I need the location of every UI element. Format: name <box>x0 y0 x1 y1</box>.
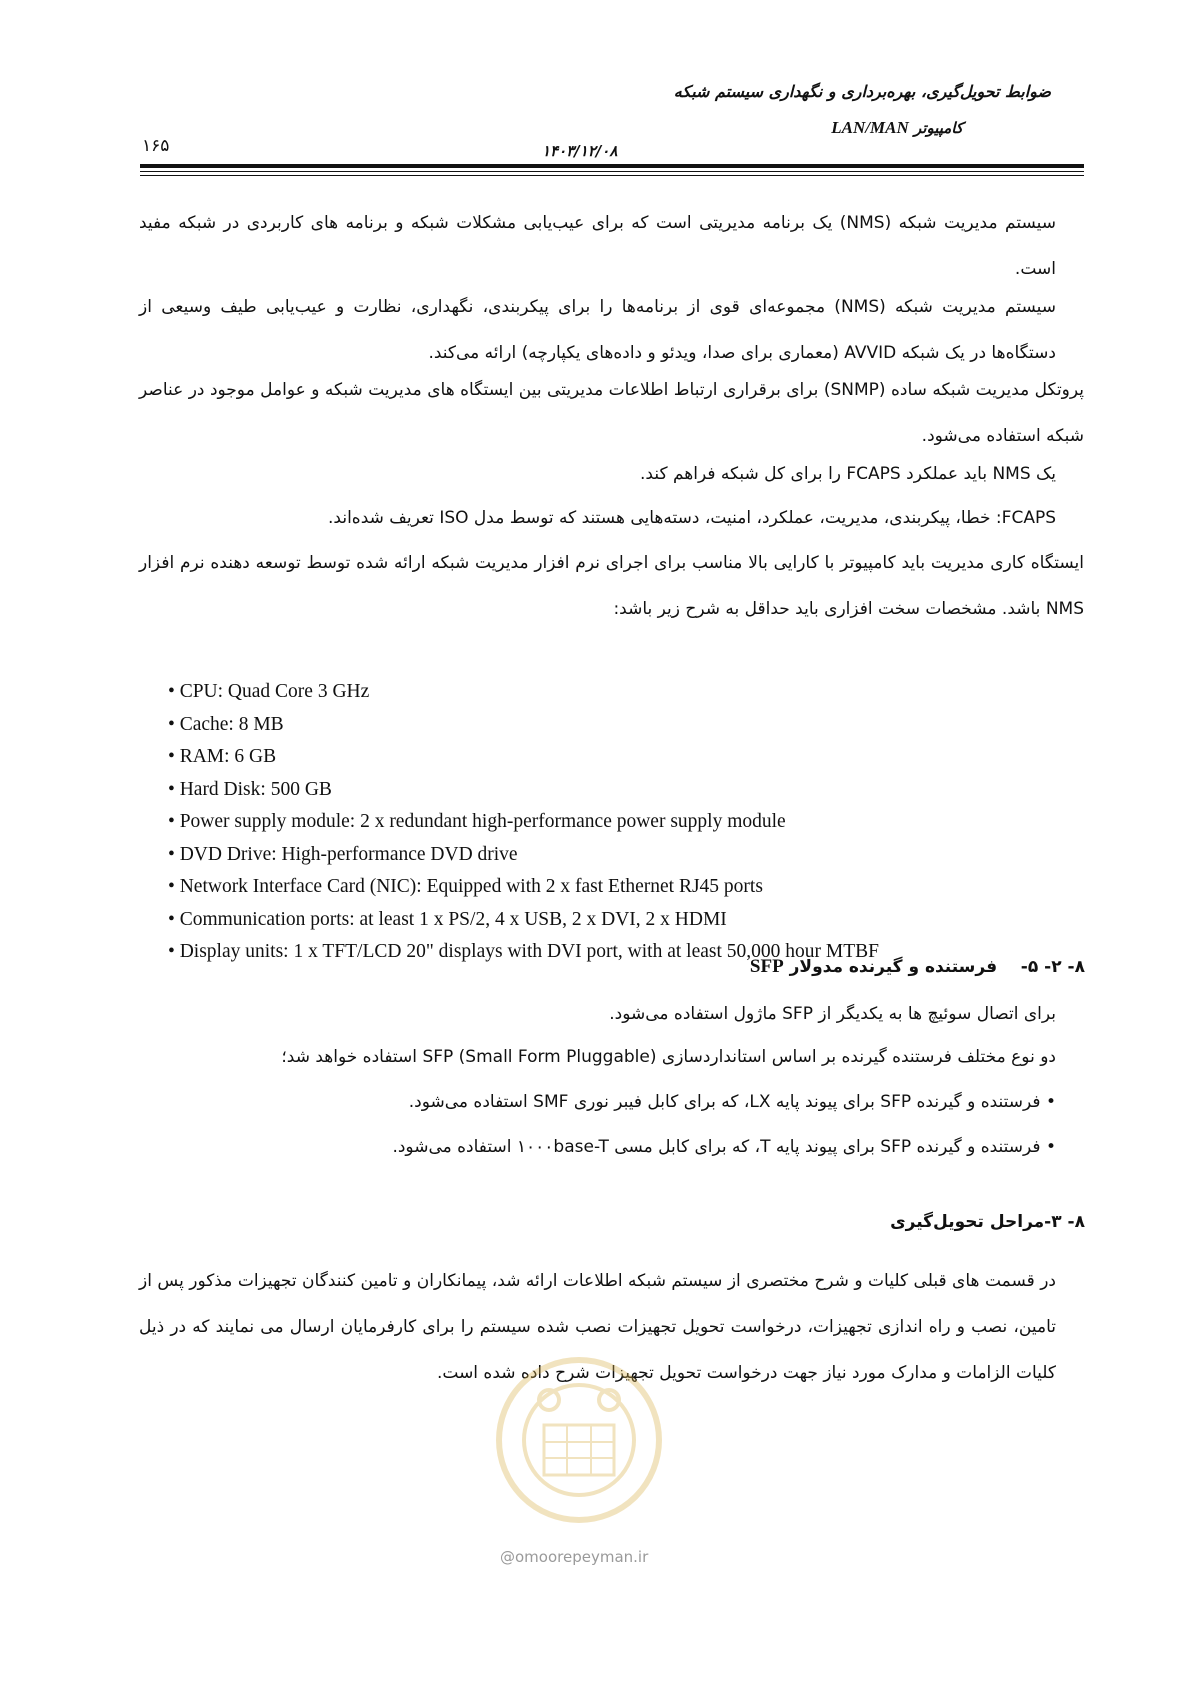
section-heading-delivery: ۸- ۳-مراحل تحویل‌گیری <box>890 1212 1085 1232</box>
spec-item: • Hard Disk: 500 GB <box>168 774 879 807</box>
header-rule-thin-2 <box>140 175 1084 176</box>
bullet-text: فرستنده و گیرنده SFP برای پیوند پایه T، که برای کابل مسی ۱۰۰۰base-T استفاده می‌شود. <box>392 1137 1041 1157</box>
watermark-text: @omoorepeyman.ir <box>500 1548 649 1566</box>
paragraph-fcaps-requirement: یک NMS باید عملکرد FCAPS را برای کل شبکه فراهم کند. <box>640 464 1056 484</box>
section-title-fa: فرستنده و گیرنده مدولار <box>789 957 998 977</box>
spec-item: • Cache: 8 MB <box>168 709 879 742</box>
spec-item: • CPU: Quad Core 3 GHz <box>168 676 879 709</box>
spec-item: • Network Interface Card (NIC): Equipped with 2 x fast Ethernet RJ45 ports <box>168 871 879 904</box>
document-title: ضوابط تحویل‌گیری، بهره‌برداری و نگهداری سیستم شبکه <box>673 82 1051 101</box>
paragraph-workstation: ایستگاه کاری مدیریت باید کامپیوتر با کارایی بالا مناسب برای اجرای نرم افزار مدیریت شبکه ارائه شده توسط توسعه دهنده نرم افزار NMS باشد. مشخصات سخت افزاری باید حداقل به شرح زیر باشد: <box>139 553 1084 619</box>
spec-item: • Communication ports: at least 1 x PS/2, 4 x USB, 2 x DVI, 2 x HDMI <box>168 904 879 937</box>
sfp-line-1: برای اتصال سوئیچ ها به یکدیگر از SFP ماژول استفاده می‌شود. <box>609 1004 1056 1024</box>
subtitle-en: LAN/MAN <box>831 118 909 137</box>
spec-item: • Display units: 1 x TFT/LCD 20" displays with DVI port, with at least 50,000 hour MTBF <box>168 936 879 969</box>
header-rule-thick <box>140 164 1084 168</box>
document-subtitle <box>831 118 963 138</box>
bullet-dot: • <box>1045 1092 1056 1112</box>
spec-item: • Power supply module: 2 x redundant high-performance power supply module <box>168 806 879 839</box>
bullet-dot: • <box>1045 1137 1056 1157</box>
subtitle-fa: کامپیوتر <box>914 119 963 137</box>
bullet-text: فرستنده و گیرنده SFP برای پیوند پایه LX، که برای کابل فیبر نوری SMF استفاده می‌شود. <box>408 1092 1041 1112</box>
document-date: ۱۴۰۳/۱۲/۰۸ <box>542 142 618 160</box>
paragraph-fcaps-definition: FCAPS: خطا، پیکربندی، مدیریت، عملکرد، امنیت، دسته‌هایی هستند که توسط مدل ISO تعریف شده‌اند. <box>328 508 1056 528</box>
sfp-line-2: دو نوع مختلف فرستنده گیرنده بر اساس استانداردسازی (SFP (Small Form Pluggable استفاده خواهد شد؛ <box>281 1047 1056 1067</box>
header-rule-thin <box>140 171 1084 172</box>
sfp-bullet-t <box>392 1137 1056 1157</box>
spec-item: • RAM: 6 GB <box>168 741 879 774</box>
section-number: ۸- ۲- ۵- <box>1020 957 1085 977</box>
section-title-en: SFP <box>749 956 784 977</box>
paragraph-delivery: در قسمت های قبلی کلیات و شرح مختصری از سیستم شبکه اطلاعات ارائه شد، پیمانکاران و تامین کنندگان تجهیزات مذکور پس از تامین، نصب و راه اندازی تجهیزات، درخواست تحویل تجهیزات نصب شده سیستم را برای کارفرمایان ارسال می نمایند که در ذیل کلیات الزامات و مدارک مورد نیاز جهت درخواست تحویل تجهیزات شرح داده شده است. <box>139 1271 1056 1383</box>
paragraph-nms-definition: سیستم مدیریت شبکه (NMS) یک برنامه مدیریتی است که برای عیب‌یابی مشکلات شبکه و برنامه های کاربردی در شبکه مفید است. <box>139 213 1056 279</box>
paragraph-nms-programs: سیستم مدیریت شبکه (NMS) مجموعه‌ای قوی از برنامه‌ها را برای پیکربندی، نگهداری، نظارت و عیب‌یابی طیف وسیعی از دستگاه‌ها در یک شبکه AVVID (معماری برای صدا، ویدئو و داده‌های یکپارچه) ارائه می‌کند. <box>139 297 1056 363</box>
section-heading-sfp <box>750 956 1085 978</box>
spec-item: • DVD Drive: High-performance DVD drive <box>168 839 879 872</box>
hardware-spec-list <box>168 676 879 969</box>
page-number: ۱۶۵ <box>142 136 170 156</box>
sfp-bullet-lx <box>409 1092 1056 1112</box>
watermark-logo <box>489 1330 669 1550</box>
paragraph-snmp: پروتکل مدیریت شبکه ساده (SNMP) برای برقراری ارتباط اطلاعات مدیریتی بین ایستگاه های مدیریت شبکه و عوامل موجود در عناصر شبکه استفاده می‌شود. <box>139 380 1084 446</box>
